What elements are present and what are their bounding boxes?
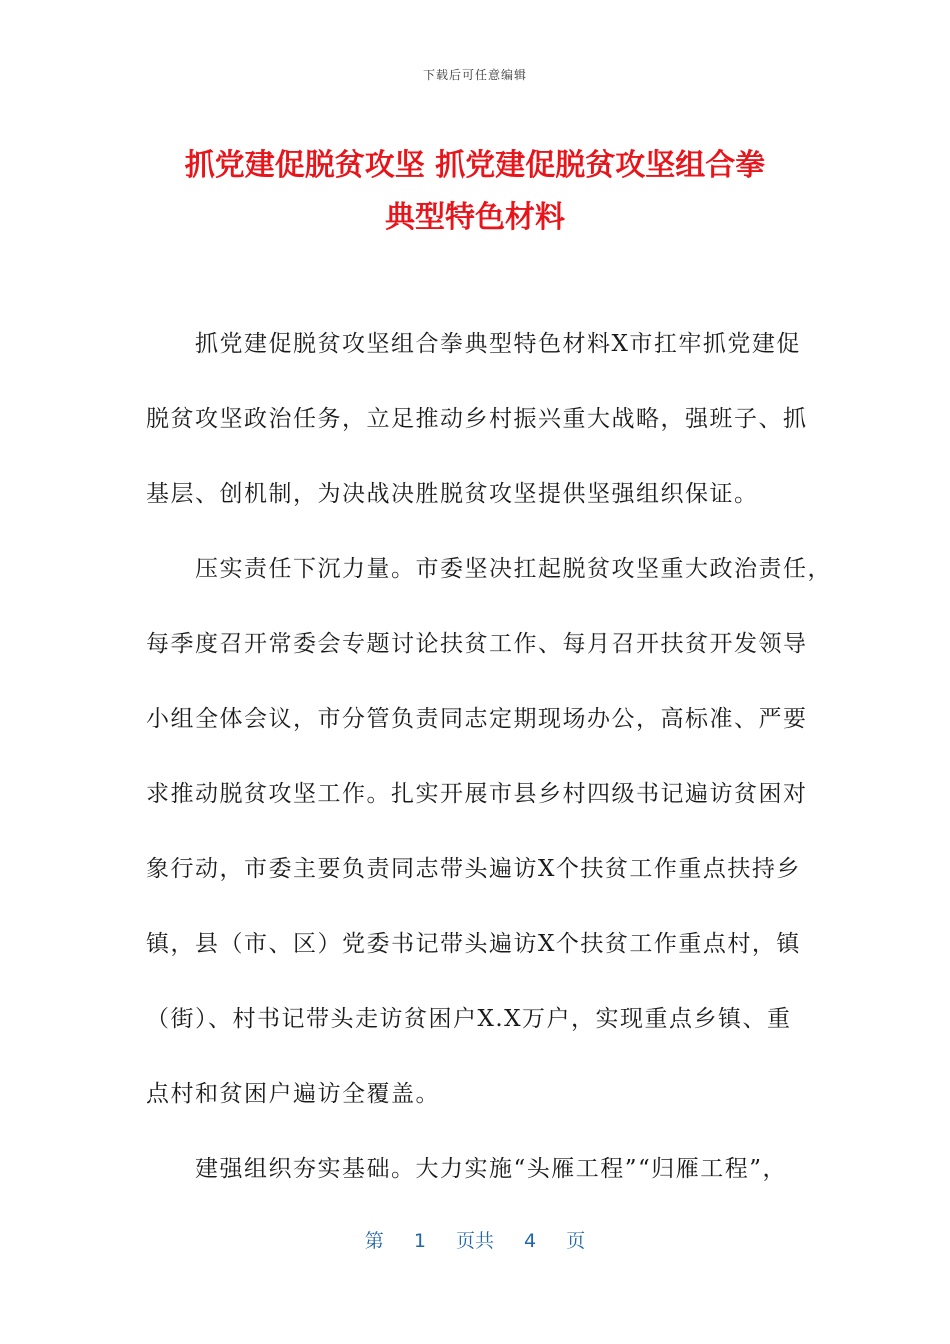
footer-label-page: 第 [364,1230,384,1252]
body-line: 点村和贫困户遍访全覆盖。 [146,1081,440,1107]
body-line: 抓党建促脱贫攻坚组合拳典型特色材料X市扛牢抓党建促 [146,331,801,357]
body-line: 小组全体会议，市分管负责同志定期现场办公，高标准、严要 [146,706,808,732]
title-line-1: 抓党建促脱贫攻坚 抓党建促脱贫攻坚组合拳 [184,148,766,183]
body-line: 压实责任下沉力量。市委坚决扛起脱贫攻坚重大政治责任， [146,556,832,582]
header-note: 下载后可任意编辑 [422,68,527,82]
title-line-2: 典型特色材料 [385,200,565,235]
page-footer [0,1226,950,1253]
body-line: 求推动脱贫攻坚工作。扎实开展市县乡村四级书记遍访贫困对 [146,781,808,807]
body-line: 建强组织夯实基础。大力实施“头雁工程”“归雁工程”， [146,1156,788,1182]
body-line: 脱贫攻坚政治任务，立足推动乡村振兴重大战略，强班子、抓 [146,406,808,432]
footer-total-pages: 4 [524,1230,537,1252]
document-title [100,140,850,244]
body-line: 象行动，市委主要负责同志带头遍访X个扶贫工作重点扶持乡 [146,856,801,882]
body-line: 镇，县（市、区）党委书记带头遍访X个扶贫工作重点村，镇 [146,931,801,957]
body-text [146,318,832,1218]
footer-label-end: 页 [566,1230,586,1252]
body-line: （街）、村书记带头走访贫困户X.X万户，实现重点乡镇、重 [146,1006,792,1032]
body-line: 每季度召开常委会专题讨论扶贫工作、每月召开扶贫开发领导 [146,631,808,657]
footer-label-of: 页共 [455,1230,494,1252]
body-line: 基层、创机制，为决战决胜脱贫攻坚提供坚强组织保证。 [146,481,759,507]
footer-current-page: 1 [413,1230,426,1252]
